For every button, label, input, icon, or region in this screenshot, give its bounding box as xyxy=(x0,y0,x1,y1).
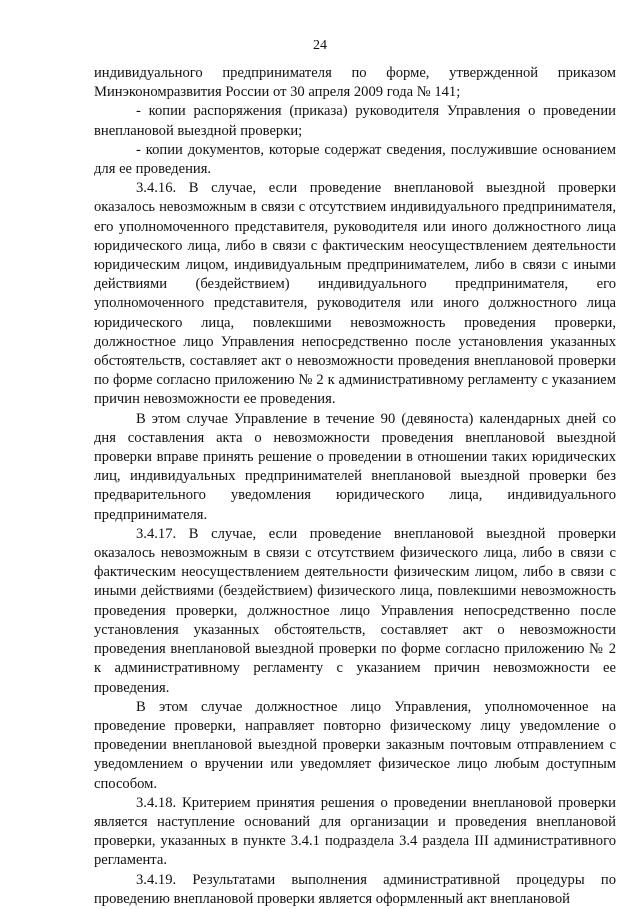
paragraph-continuation: индивидуального предпринимателя по форме, утвержденной приказом Минэкономразвития России от 30 апреля 2009 года № 141; xyxy=(94,65,616,101)
page-number: 24 xyxy=(313,38,327,53)
paragraph-3-4-19: 3.4.19. Результатами выполнения административной процедуры по проведению внеплановой проверки является оформленный акт внеплановой xyxy=(94,871,616,907)
paragraph-order-copy: - копии распоряжения (приказа) руководителя Управления о проведении внеплановой выездной проверки; xyxy=(94,103,616,139)
paragraph-3-4-18: 3.4.18. Критерием принятия решения о проведении внеплановой проверки является наступление оснований для организации и проведения внеплановой проверки, указанных в пункте 3.4.1 подраздела 3.4 раздела III административного регламента. xyxy=(94,794,616,869)
document-body xyxy=(94,64,616,909)
paragraph-3-4-17-followup: В этом случае должностное лицо Управления, уполномоченное на проведение проверки, направляет повторно физическому лицу уведомление о проведении внеплановой выездной проверки заказным почтовым отправлением с уведомлением о вручении или уведомляет физическое лицо любым доступным способом. xyxy=(94,698,616,792)
paragraph-documents-copy: - копии документов, которые содержат сведения, послужившие основанием для ее проведения. xyxy=(94,141,616,178)
paragraph-3-4-16: 3.4.16. В случае, если проведение внеплановой выездной проверки оказалось невозможным в связи с отсутствием индивидуального предпринимателя, его уполномоченного представителя, руководителя или иного должностного лица юридического лица, либо в связи с фактическим неосуществлением деятельности юридическим лицом, индивидуальным предпринимателем, либо в связи с иными действиями (бездействием) индивидуального предпринимателя, его уполномоченного представителя, руководителя или иного должностного лица юридического лица, повлекшими невозможность проведения проверки, должностное лицо Управления непосредственно после установления указанных обстоятельств, составляет акт о невозможности проведения внеплановой проверки по форме согласно приложению № 2 к административному регламенту с указанием причин невозможности ее проведения. xyxy=(94,180,616,408)
paragraph-3-4-16-followup: В этом случае Управление в течение 90 (девяноста) календарных дней со дня составления акта о невозможности проведения внеплановой выездной проверки вправе принять решение о проведении в отношении таких юридических лиц, индивидуальных предпринимателей внеплановой выездной проверки без предварительного уведомления юридического лица, индивидуального предпринимателя. xyxy=(94,410,616,523)
paragraph-3-4-17: 3.4.17. В случае, если проведение внеплановой выездной проверки оказалось невозможным в связи с отсутствием физического лица, либо в связи с фактическим неосуществлением деятельности физическим лицом, либо в связи с иными действиями (бездействием) физического лица, повлекшими невозможность проведения проверки, должностное лицо Управления непосредственно после установления указанных обстоятельств, составляет акт о невозможности проведения внеплановой выездной проверки по форме согласно приложению № 2 к административному регламенту с указанием причин невозможности ее проведения. xyxy=(94,525,616,696)
